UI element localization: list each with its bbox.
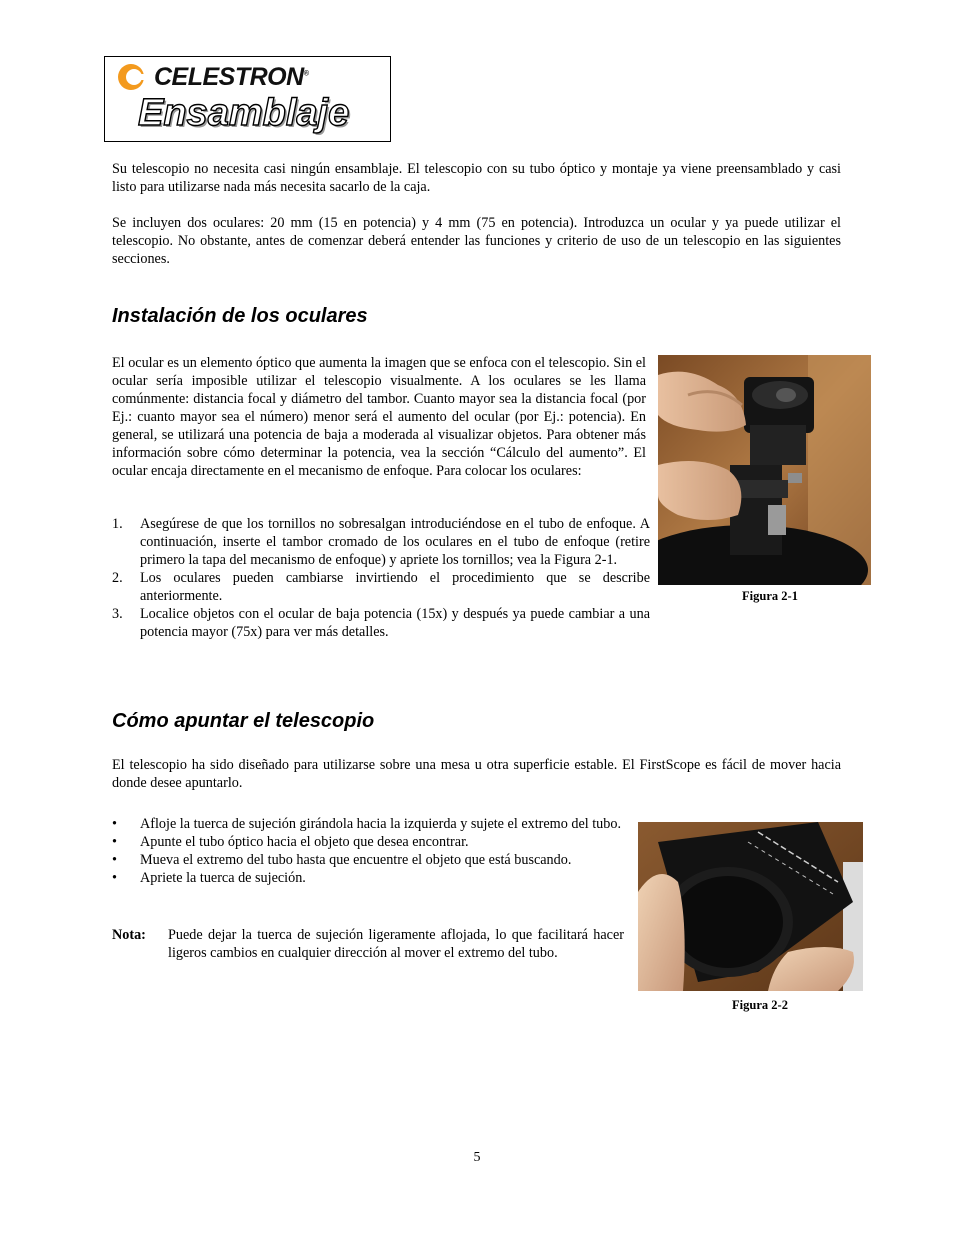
list-item: • Apunte el tubo óptico hacia el objeto que desea encontrar. (112, 834, 469, 850)
list-item: • Apriete la tuerca de sujeción. (112, 870, 306, 886)
page-number: 5 (473, 1150, 481, 1165)
figure-2-2-photo (638, 822, 863, 991)
celestron-logo (116, 60, 308, 94)
note-label: Nota: (112, 927, 146, 943)
note-text: Puede dejar la tuerca de sujeción ligeramente aflojada, lo que facilitará hacer ligeros cambios en cualquier dirección al mover el extremo del tubo. (168, 927, 624, 961)
list-item: 1. Asegúrese de que los tornillos no sobresalgan introduciéndose en el tubo de enfoque. A continuación, inserte el tambor cromado de los oculares en el tubo de enfoque (retire primero la tapa del mecanismo de enfoque) y apriete los tornillos; vea la Figura 2-1. (112, 516, 650, 568)
brand-name: CELESTRON® (154, 62, 309, 91)
page-title: Ensamblaje (138, 92, 350, 134)
section-heading-eyepieces: Instalación de los oculares (112, 305, 368, 327)
list-item: 2. Los oculares pueden cambiarse invirtiendo el procedimiento que se describe anteriormente. (112, 570, 650, 604)
eyepiece-paragraph: El ocular es un elemento óptico que aumenta la imagen que se enfoca con el telescopio. Sin el ocular sería imposible utilizar el telescopio visualmente. A los oculares se les llama comúnmente: distancia focal y diámetro del tambor. Cuanto mayor sea la distancia focal (por Ej.: cuanto mayor sea el número) menor será el aumento del ocular (por Ej.: potencia). En general, se utilizará una potencia de baja a moderada al visualizar objetos. Para obtener más información sobre cómo determinar la potencia, vea la sección “Cálculo del aumento”. El ocular encaja directamente en el mecanismo de enfoque. Para colocar los oculares: (112, 355, 646, 479)
intro-paragraph-1: Su telescopio no necesita casi ningún ensamblaje. El telescopio con su tubo óptico y montaje ya viene preensamblado y casi listo para utilizarse nada más necesita sacarlo de la caja. (112, 161, 841, 195)
intro-paragraph-2: Se incluyen dos oculares: 20 mm (15 en potencia) y 4 mm (75 en potencia). Introduzca un ocular y ya puede utilizar el telescopio. No obstante, antes de comenzar deberá entender las funciones y criterio de uso de un telescopio en las siguientes secciones. (112, 215, 841, 267)
section-heading-pointing: Cómo apuntar el telescopio (112, 710, 375, 732)
celestron-swoosh-icon (116, 62, 150, 92)
figure-2-1-caption: Figura 2-1 (742, 589, 798, 603)
figure-2-1-photo (658, 355, 871, 585)
pointing-paragraph: El telescopio ha sido diseñado para utilizarse sobre una mesa u otra superficie estable. El FirstScope es fácil de mover hacia donde desee apuntarlo. (112, 757, 841, 791)
eyepiece-steps (112, 515, 650, 641)
pointing-bullets (112, 815, 624, 887)
figure-2-2-caption: Figura 2-2 (732, 998, 788, 1012)
list-item: 3. Localice objetos con el ocular de baja potencia (15x) y después ya puede cambiar a una potencia mayor (75x) para ver más detalles. (112, 606, 650, 640)
list-item: • Afloje la tuerca de sujeción girándola hacia la izquierda y sujete el extremo del tubo. (112, 816, 621, 832)
list-item: • Mueva el extremo del tubo hasta que encuentre el objeto que está buscando. (112, 852, 572, 868)
